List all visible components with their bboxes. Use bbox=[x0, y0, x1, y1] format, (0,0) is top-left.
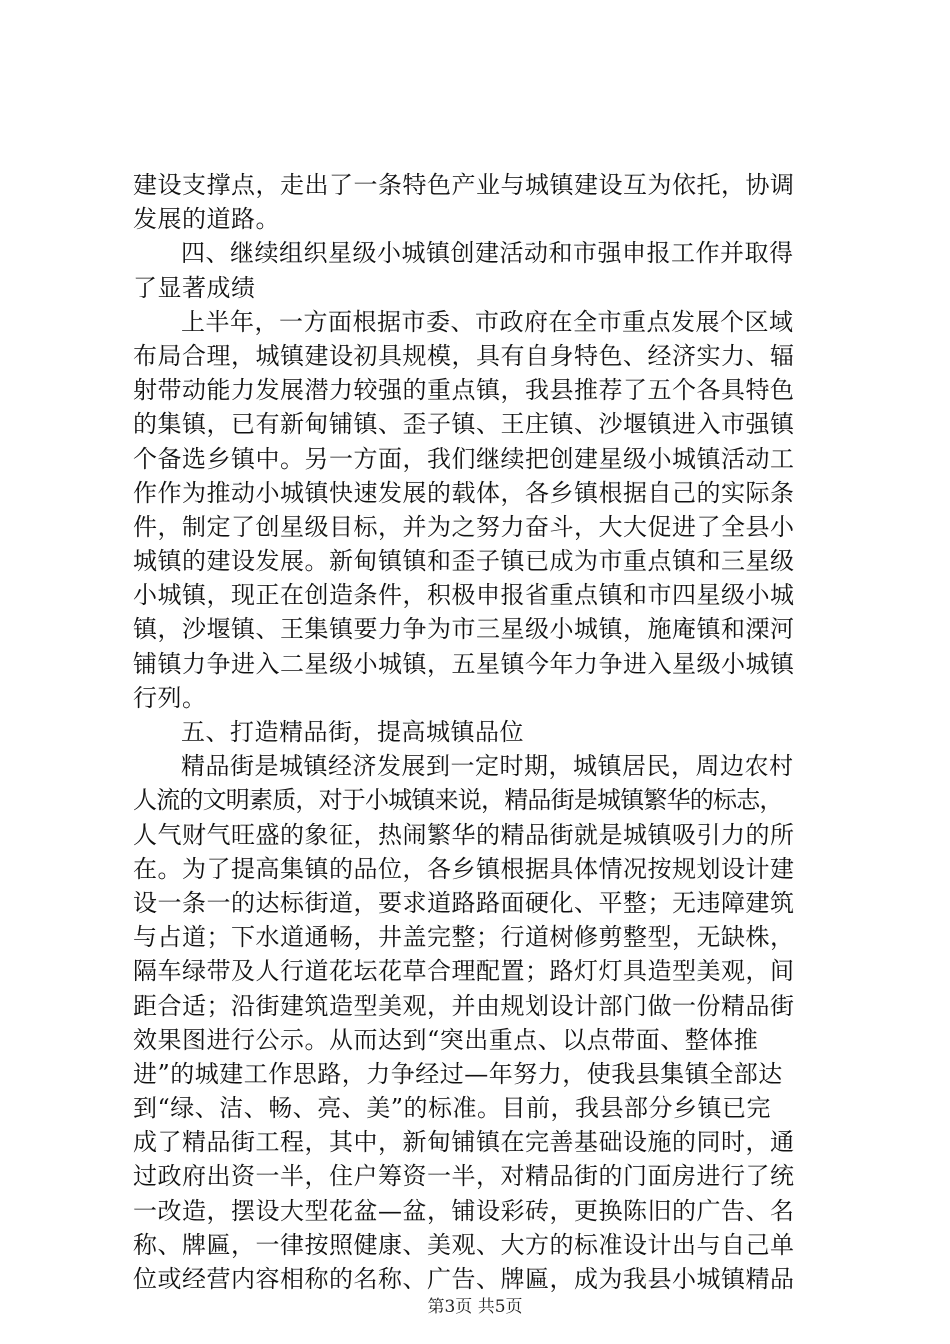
text-line: 位或经营内容相称的名称、广告、牌匾，成为我县小城镇精品 bbox=[133, 1265, 795, 1293]
text-line: 效果图进行公示。从而达到“突出重点、以点带面、整体推 bbox=[133, 1025, 759, 1054]
text-line: 进”的城建工作思路，力争经过—年努力，使我县集镇全部达 bbox=[133, 1059, 783, 1088]
text-line: 作作为推动小城镇快速发展的载体，各乡镇根据自己的实际条 bbox=[133, 478, 795, 507]
text-line: 个备选乡镇中。另一方面，我们继续把创建星级小城镇活动工 bbox=[133, 444, 795, 473]
text-line: 了显著成绩 bbox=[133, 273, 256, 302]
text-line: 的集镇，已有新甸铺镇、歪子镇、王庄镇、沙堰镇进入市强镇 bbox=[133, 410, 795, 439]
text-line: 人流的文明素质，对于小城镇来说，精品街是城镇繁华的标志， bbox=[133, 786, 783, 815]
text-line: 件，制定了创星级目标，并为之努力奋斗，大大促进了全县小 bbox=[133, 512, 795, 541]
text-line: 布局合理，城镇建设初具规模，具有自身特色、经济实力、辐 bbox=[133, 341, 795, 370]
text-line: 发展的道路。 bbox=[133, 205, 280, 234]
text-line: 设一条一的达标街道，要求道路路面硬化、平整；无违障建筑 bbox=[133, 888, 795, 917]
text-line: 隔车绿带及人行道花坛花草合理配置；路灯灯具造型美观，间 bbox=[133, 957, 795, 986]
text-line: 成了精品街工程，其中，新甸铺镇在完善基础设施的同时，通 bbox=[133, 1128, 795, 1157]
text-line: 四、继续组织星级小城镇创建活动和市强申报工作并取得 bbox=[181, 239, 794, 268]
text-line: 行列。 bbox=[133, 683, 207, 712]
text-line: 铺镇力争进入二星级小城镇，五星镇今年力争进入星级小城镇 bbox=[133, 649, 795, 678]
text-line: 过政府出资一半，住户筹资一半，对精品街的门面房进行了统 bbox=[133, 1162, 795, 1191]
text-line: 镇，沙堰镇、王集镇要力争为市三星级小城镇，施庵镇和溧河 bbox=[133, 615, 795, 644]
text-line: 城镇的建设发展。新甸镇镇和歪子镇已成为市重点镇和三星级 bbox=[133, 547, 795, 576]
text-line: 到“绿、洁、畅、亮、美”的标准。目前，我县部分乡镇已完 bbox=[133, 1094, 772, 1123]
text-line: 人气财气旺盛的象征，热闹繁华的精品街就是城镇吸引力的所 bbox=[133, 820, 795, 849]
page-number-footer: 第3页 共5页 bbox=[427, 1297, 523, 1317]
text-line: 距合适；沿街建筑造型美观，并由规划设计部门做一份精品街 bbox=[133, 991, 795, 1020]
document-body bbox=[133, 168, 833, 1296]
text-line: 在。为了提高集镇的品位，各乡镇根据具体情况按规划设计建 bbox=[133, 854, 795, 883]
text-line: 与占道；下水道通畅，井盖完整；行道树修剪整型，无缺株， bbox=[133, 923, 795, 952]
text-line: 精品街是城镇经济发展到一定时期，城镇居民，周边农村 bbox=[181, 752, 794, 781]
text-line: 小城镇，现正在创造条件，积极申报省重点镇和市四星级小城 bbox=[133, 581, 795, 610]
text-line: 称、牌匾，一律按照健康、美观、大方的标准设计出与自己单 bbox=[133, 1230, 795, 1259]
text-line: 上半年，一方面根据市委、市政府在全市重点发展个区域 bbox=[181, 307, 794, 336]
text-line: 五、打造精品街，提高城镇品位 bbox=[181, 718, 524, 746]
text-line: 一改造，摆设大型花盆—盆，铺设彩砖，更换陈旧的广告、名 bbox=[133, 1196, 795, 1225]
text-line: 射带动能力发展潜力较强的重点镇，我县推荐了五个各具特色 bbox=[133, 376, 795, 405]
text-line: 建设支撑点，走出了一条特色产业与城镇建设互为依托，协调 bbox=[133, 171, 795, 199]
